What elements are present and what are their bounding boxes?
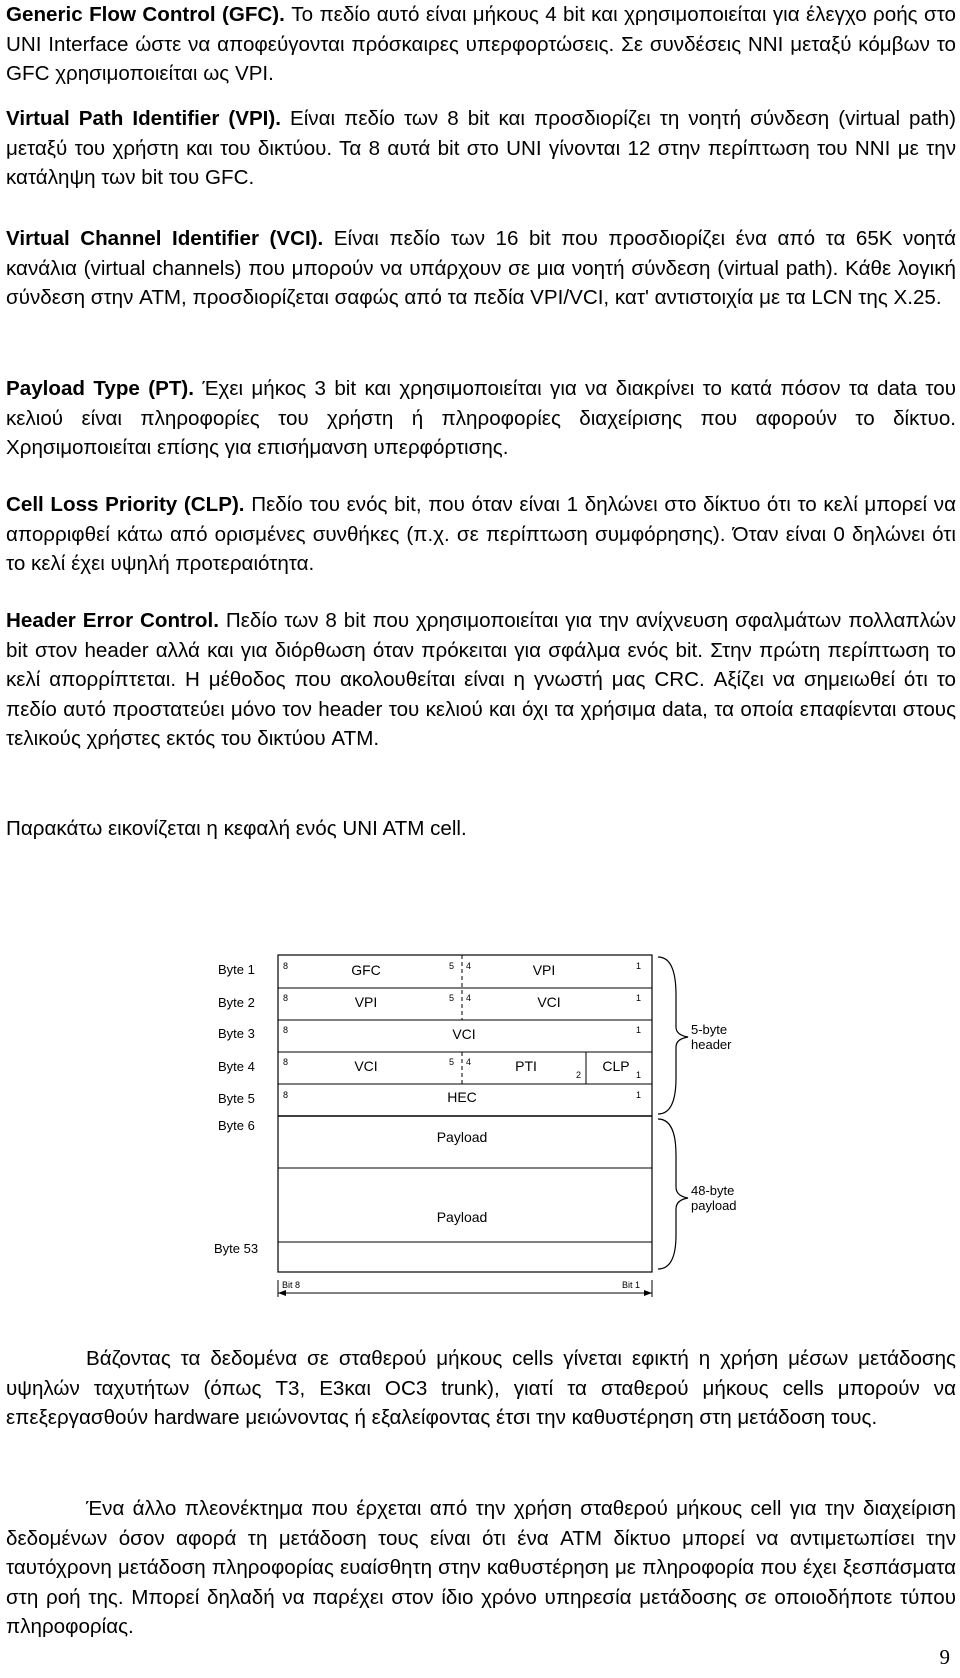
header-size-label: header [691,1037,732,1052]
field-hec: HEC [447,1089,477,1105]
bit-mark: 4 [466,993,472,1003]
bit-mark: 8 [283,1057,289,1067]
bit-mark: 5 [449,961,455,971]
term-vci: Virtual Channel Identifier (VCI). [6,227,324,250]
byte-label: Byte 3 [218,1026,255,1041]
term-pt: Payload Type (PT). [6,377,194,400]
paragraph-vci [6,224,956,313]
bit-mark: 2 [576,1070,582,1080]
field-vpi: VPI [532,962,556,978]
byte-label: Byte 6 [218,1118,255,1133]
bit-mark: 5 [449,993,455,1003]
bit-mark: 8 [283,1025,289,1035]
bit-mark: 1 [636,1025,642,1035]
text-clp: Πεδίο του ενός bit, που όταν είναι 1 δηλώνει στο δίκτυο ότι το κελί μπορεί να απορριφθεί κάτω από ορισμένες συνθήκες (π.χ. σε περίπτωση συμφόρησης). Όταν είναι 0 δηλώνει ότι το κελί έχει υψηλή προτεραιότητα. [6,493,956,575]
bit-mark: 8 [283,993,289,1003]
field-payload: Payload [436,1209,488,1225]
bit-mark: 5 [449,1057,455,1067]
bit-mark: 1 [636,961,642,971]
field-vci: VCI [354,1058,378,1074]
field-vci: VCI [537,994,561,1010]
term-hec: Header Error Control. [6,609,219,632]
byte-label: Byte 5 [218,1091,255,1106]
field-vpi: VPI [354,994,378,1010]
bit-mark: 8 [283,961,289,971]
page-number: 9 [939,1645,950,1669]
term-clp: Cell Loss Priority (CLP). [6,493,245,516]
payload-size-label: payload [691,1198,737,1213]
atm-cell-diagram [204,935,764,1310]
byte-label: Byte 53 [214,1241,259,1256]
byte-label: Byte 2 [218,995,255,1010]
text-vpi: Είναι πεδίο των 8 bit και προσδιορίζει τη νοητή σύνδεση (virtual path) μεταξύ του χρήστη και του δικτύου. Τα 8 αυτά bit στο UNI γίνονται 12 στην περίπτωση του NNI με την κατάληψη των bit του GFC. [6,107,956,189]
field-payload: Payload [436,1129,488,1145]
bit-mark: 4 [466,961,472,971]
bit-right-label: Bit 1 [622,1280,641,1290]
bit-left-label: Bit 8 [282,1280,301,1290]
term-gfc: Generic Flow Control (GFC). [6,3,285,26]
bit-mark: 4 [466,1057,472,1067]
paragraph-fixed-length: Βάζοντας τα δεδομένα σε σταθερού μήκους cells γίνεται εφικτή η χρήση μέσων μετάδοσης υψηλών ταχυτήτων (όπως T3, E3και OC3 trunk), γιατί τα σταθερού μήκους cells μπορούν να επεξεργασθούν hardware μειώνοντας ή εξαλείφοντας έτσι την καθυστέρηση στη μετάδοση τους. [6,1347,956,1429]
bit-mark: 8 [283,1090,289,1100]
arrow-right-icon [644,1290,652,1296]
bit-mark: 1 [636,1090,642,1100]
arrow-left-icon [278,1290,286,1296]
field-gfc: GFC [351,962,381,978]
paragraph-intro: Παρακάτω εικονίζεται η κεφαλή ενός UNI ATM cell. [6,817,467,840]
bit-mark: 1 [636,1070,642,1080]
text-pt: Έχει μήκος 3 bit και χρησιμοποιείται για να διακρίνει το κατά πόσον τα data του κελιού είναι πληροφορίες του χρήστη ή πληροφορίες διαχείρισης που αφορούν το δίκτυο. Χρησιμοποιείται επίσης για επισήμανση υπερφόρτισης. [6,377,956,459]
payload-brace [658,1119,688,1269]
header-size-label: 5-byte [691,1022,728,1037]
term-vpi: Virtual Path Identifier (VPI). [6,107,281,130]
paragraph-hec [6,606,956,754]
paragraph-pt [6,374,956,463]
header-brace [658,957,688,1114]
text-vci: Είναι πεδίο των 16 bit που προσδιορίζει ένα από τα 65K νοητά κανάλια (virtual channels) που μπορούν να υπάρχουν σε μια νοητή σύνδεση (virtual path). Κάθε λογική σύνδεση στην ATM, προσδιορίζεται σαφώς από τα πεδία VPI/VCI, κατ' αντιστοιχία με τα LCN της X.25. [6,227,956,309]
paragraph-vpi [6,104,956,193]
document-page [6,0,956,1678]
byte-label: Byte 1 [218,962,255,977]
paragraph-gfc [6,0,956,89]
text-hec: Πεδίο των 8 bit που χρησιμοποιείται για την ανίχνευση σφαλμάτων πολλαπλών bit στον header αλλά και για διόρθωση όταν πρόκειται για σφάλμα ενός bit. Στην πρώτη περίπτωση το κελί απορρίπτεται. Η μέθοδος που ακολουθείται είναι η γνωστή μας CRC. Αξίζει να σημειωθεί ότι το πεδίο αυτό προστατεύει μόνο τον header του κελιού και όχι τα χρήσιμα data, τα οποία επαφίενται στους τελικούς χρήστες εκτός του δικτύου ATM. [6,609,956,750]
atm-cell-svg [204,935,764,1310]
paragraph-advantage: Ένα άλλο πλεονέκτημα που έρχεται από την χρήση σταθερού μήκους cell για την διαχείριση δεδομένων όσον αφορά τη μετάδοση τους είναι ότι ένα ATM δίκτυο μπορεί να αντιμετωπίσει την ταυτόχρονη μετάδοση πληροφορίας ευαίσθητη στην καθυστέρηση με πληροφορία που έχει ξεσπάσματα στη ροή της. Μπορεί δηλαδή να παρέχει στον ίδιο χρόνο υπηρεσία μετάδοσης σε οποιοδήποτε τύπου πληροφορίας. [6,1497,956,1638]
field-vci: VCI [452,1026,476,1042]
field-clp: CLP [602,1058,630,1074]
byte-label: Byte 4 [218,1059,255,1074]
text-gfc: Το πεδίο αυτό είναι μήκους 4 bit και χρησιμοποιείται για έλεγχο ροής στο UNI Interface ώστε να αποφεύγονται πρόσκαιρες υπερφορτώσεις. Σε συνδέσεις NNI μεταξύ κόμβων το GFC χρησιμοποιείται ως VPI. [6,3,956,85]
field-pti: PTI [515,1058,537,1074]
paragraph-clp [6,490,956,579]
payload-size-label: 48-byte [691,1183,735,1198]
bit-mark: 1 [636,993,642,1003]
